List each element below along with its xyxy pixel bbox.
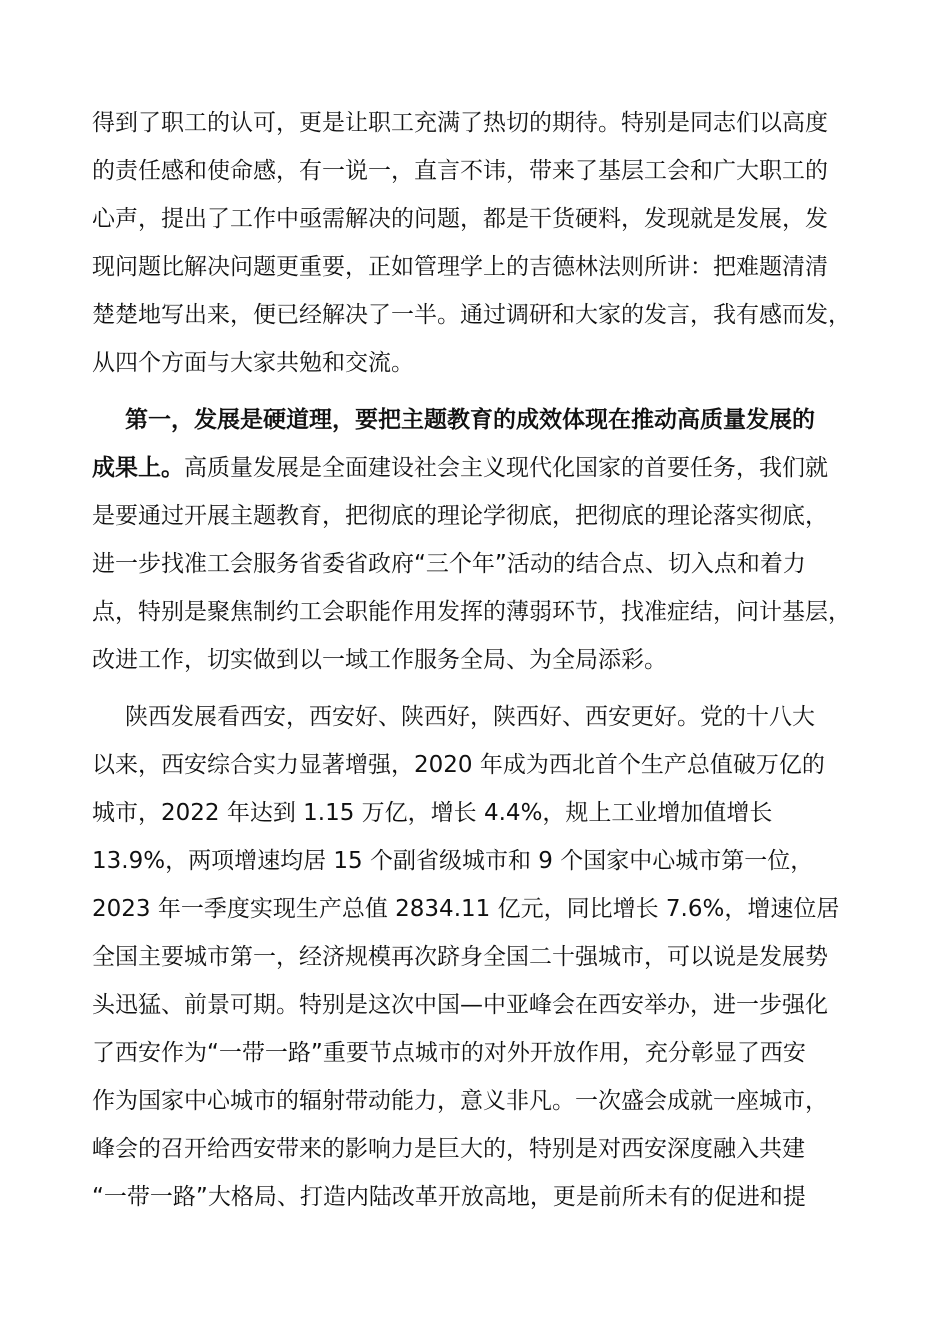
paragraph-start-line: 陕西发展看西安，西安好、陕西好，陕西好、西安更好。党的十八大 bbox=[125, 704, 815, 730]
text-line-9: 是要通过开展主题教育，把彻底的理论学彻底，把彻底的理论落实彻底， bbox=[92, 503, 828, 529]
text-line-16: 13.9%，两项增速均居 15 个副省级城市和 9 个国家中心城市第一位， bbox=[92, 848, 814, 874]
text-line-10: 进一步找准工会服务省委省政府“三个年”活动的结合点、切入点和着力 bbox=[92, 551, 806, 577]
paragraph-text-start: 高质量发展是全面建设社会主义现代化国家的首要任务，我们就 bbox=[184, 455, 828, 481]
text-line-18: 全国主要城市第一，经济规模再次跻身全国二十强城市，可以说是发展势 bbox=[92, 944, 828, 970]
text-line-12: 改进工作，切实做到以一域工作服务全局、为全局添彩。 bbox=[92, 647, 667, 673]
text-line-19: 头迅猛、前景可期。特别是这次中国—中亚峰会在西安举办，进一步强化 bbox=[92, 992, 828, 1018]
text-line-23: “一带一路”大格局、打造内陆改革开放高地，更是前所未有的促进和提 bbox=[92, 1184, 806, 1210]
text-line-20: 了西安作为“一带一路”重要节点城市的对外开放作用，充分彰显了西安 bbox=[92, 1040, 806, 1066]
text-line-21: 作为国家中心城市的辐射带动能力，意义非凡。一次盛会成就一座城市， bbox=[92, 1088, 828, 1114]
section-heading-tail: 成果上。 bbox=[92, 455, 184, 481]
text-line-3: 心声，提出了工作中亟需解决的问题，都是干货硬料，发现就是发展，发 bbox=[92, 206, 828, 232]
text-line-14: 以来，西安综合实力显著增强，2020 年成为西北首个生产总值破万亿的 bbox=[92, 752, 825, 778]
text-line-5: 楚楚地写出来，便已经解决了一半。通过调研和大家的发言，我有感而发， bbox=[92, 302, 851, 328]
text-line-1: 得到了职工的认可，更是让职工充满了热切的期待。特别是同志们以高度 bbox=[92, 110, 828, 136]
text-line-15: 城市，2022 年达到 1.15 万亿，增长 4.4%，规上工业增加值增长 bbox=[92, 800, 773, 826]
section-heading-line-1: 第一，发展是硬道理，要把主题教育的成效体现在推动高质量发展的 bbox=[125, 407, 815, 433]
text-line-2: 的责任感和使命感，有一说一，直言不讳，带来了基层工会和广大职工的 bbox=[92, 158, 828, 184]
text-line-22: 峰会的召开给西安带来的影响力是巨大的，特别是对西安深度融入共建 bbox=[92, 1136, 805, 1162]
text-line-6: 从四个方面与大家共勉和交流。 bbox=[92, 350, 414, 376]
section-heading-line-2 bbox=[92, 448, 882, 488]
text-line-4: 现问题比解决问题更重要，正如管理学上的吉德林法则所讲：把难题清清 bbox=[92, 254, 828, 280]
text-line-11: 点，特别是聚焦制约工会职能作用发挥的薄弱环节，找准症结，问计基层， bbox=[92, 599, 851, 625]
text-line-17: 2023 年一季度实现生产总值 2834.11 亿元，同比增长 7.6%，增速位居 bbox=[92, 896, 840, 922]
